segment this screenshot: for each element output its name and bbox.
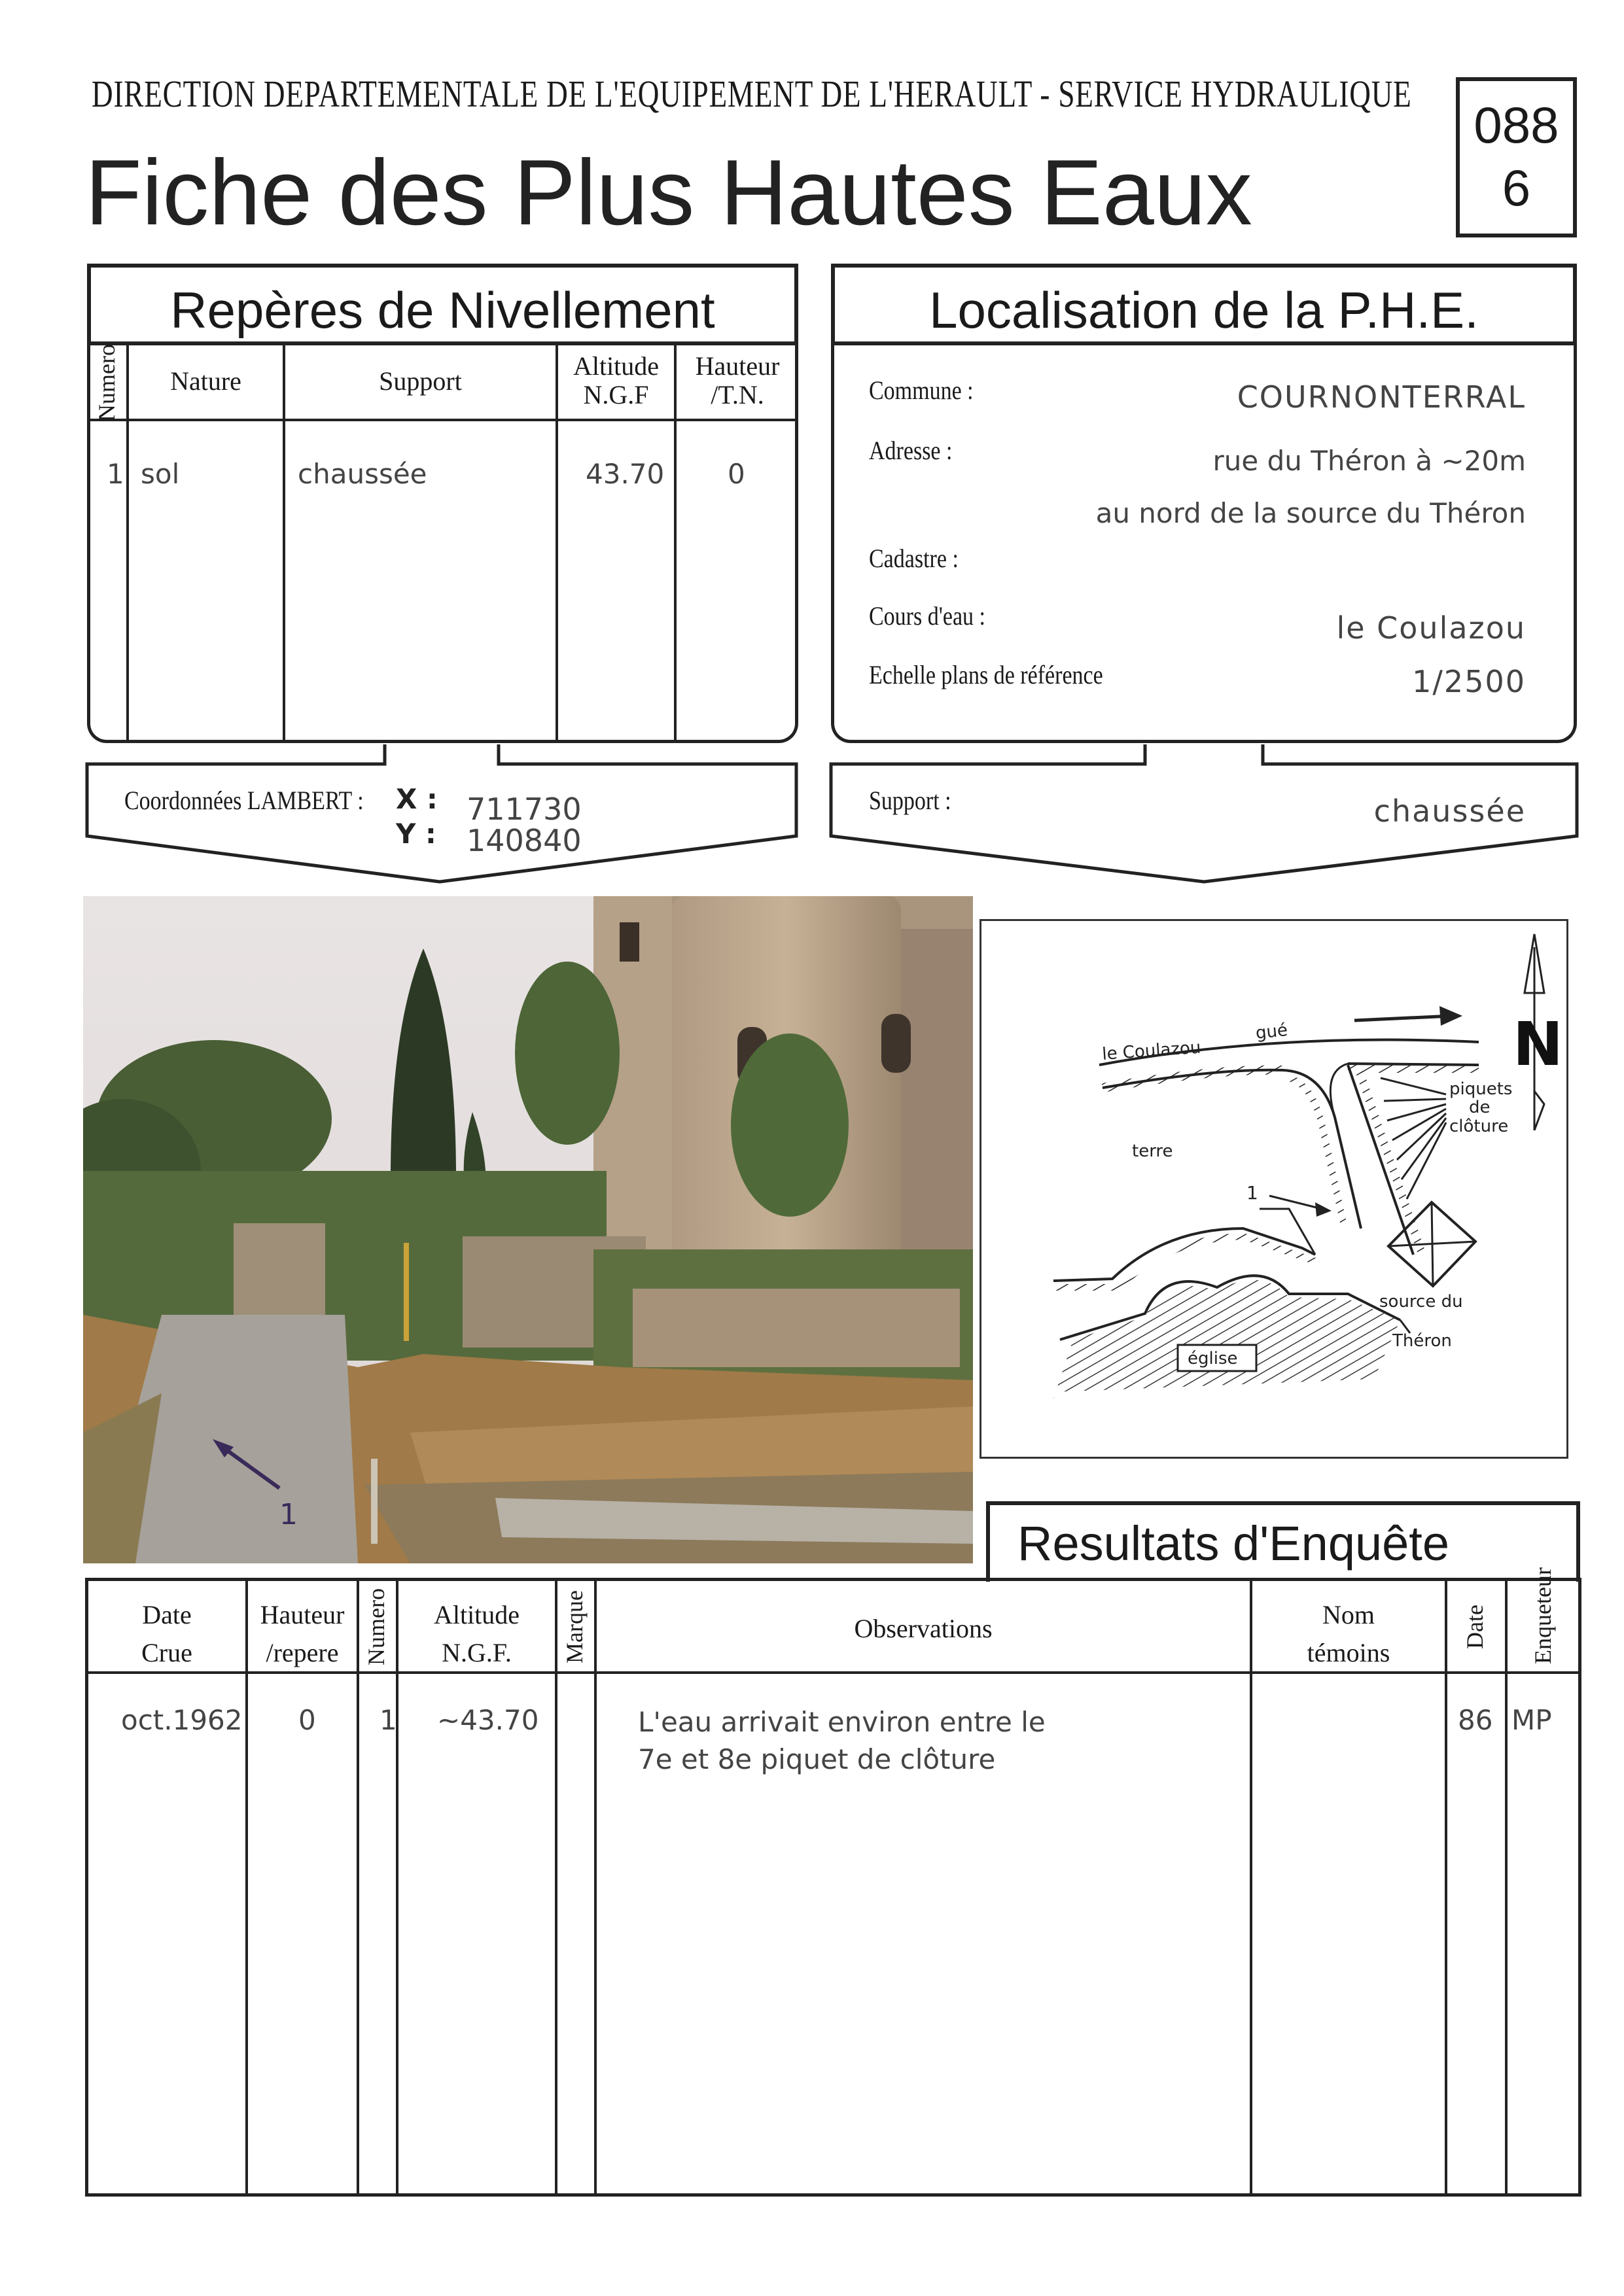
map-gue-label: gué <box>1254 1020 1289 1043</box>
support-value: chaussée <box>1373 793 1526 829</box>
map-piquets-label-2: de <box>1469 1098 1491 1117</box>
cours-eau-label: Cours d'eau : <box>869 601 985 631</box>
cadastre-label: Cadastre : <box>869 544 959 573</box>
site-photo <box>83 896 973 1563</box>
fiche-code-box <box>1456 77 1577 237</box>
reperes-col-hauteur-l1: Hauteur <box>695 351 780 381</box>
reperes-col-divider <box>126 342 129 741</box>
resultats-col-date-crue <box>88 1596 245 1672</box>
reperes-row-nature: sol <box>141 458 180 490</box>
reperes-title: Repères de Nivellement <box>170 281 715 339</box>
adresse-line2: au nord de la source du Théron <box>1095 497 1526 529</box>
map-drawing <box>981 921 1566 1457</box>
resultats-col-nom-temoins <box>1252 1596 1445 1672</box>
reperes-row-support: chaussée <box>298 458 427 490</box>
resultats-col-altitude-l1: Altitude <box>433 1600 520 1629</box>
reperes-row-altitude: 43.70 <box>586 458 665 490</box>
reperes-header-divider <box>87 419 798 421</box>
support-label: Support : <box>869 786 951 815</box>
resultats-row-date-crue: oct.1962 <box>121 1704 243 1736</box>
resultats-col-date-crue-l1: Date <box>142 1600 192 1629</box>
resultats-col-nom-l1: Nom <box>1322 1600 1375 1629</box>
reperes-col-nature: Nature <box>170 366 241 396</box>
reperes-col-altitude-l2: N.G.F <box>583 380 649 409</box>
resultats-col-divider <box>357 1578 359 2197</box>
reperes-col-hauteur-l2: /T.N. <box>711 380 764 409</box>
resultats-col-enqueteur: Enqueteur <box>1530 1567 1556 1664</box>
reperes-title-box <box>87 264 798 345</box>
map-piquets-label-1: piquets <box>1449 1079 1513 1099</box>
lambert-x-value: 711730 <box>467 791 582 827</box>
resultats-col-divider <box>1445 1578 1447 2197</box>
lambert-x-label: X : <box>396 783 438 815</box>
resultats-row-numero: 1 <box>380 1704 397 1736</box>
fiche-code-subnumber: 6 <box>1502 159 1531 217</box>
agency-header: DIRECTION DEPARTEMENTALE DE L'EQUIPEMENT DE L'HERAULT - SERVICE HYDRAULIQUE <box>92 73 1412 115</box>
map-eglise-label: église <box>1188 1349 1238 1368</box>
reperes-col-numero: Numero <box>94 344 120 421</box>
resultats-col-observations: Observations <box>854 1614 993 1643</box>
resultats-row-observations-l2: 7e et 8e piquet de clôture <box>638 1743 996 1775</box>
resultats-row-enqueteur: MP <box>1511 1704 1552 1736</box>
resultats-row-date: 86 <box>1458 1704 1493 1736</box>
adresse-line1: rue du Théron à ~20m <box>1212 445 1526 477</box>
reperes-col-support: Support <box>379 366 462 396</box>
echelle-label: Echelle plans de référence <box>869 660 1103 689</box>
adresse-label: Adresse : <box>869 436 953 465</box>
resultats-col-altitude-l2: N.G.F. <box>442 1638 512 1667</box>
lambert-label: Coordonnées LAMBERT : <box>124 786 364 815</box>
reperes-row-numero: 1 <box>107 458 124 490</box>
localisation-title-box <box>831 264 1577 345</box>
resultats-col-date-crue-l2: Crue <box>141 1638 192 1667</box>
resultats-col-numero: Numero <box>363 1588 389 1665</box>
resultats-row-altitude: ~43.70 <box>437 1704 539 1736</box>
location-map <box>980 919 1568 1459</box>
map-river-label: le Coulazou <box>1101 1037 1202 1064</box>
reperes-row-hauteur: 0 <box>728 458 745 490</box>
map-source-label-1: source du <box>1379 1292 1463 1312</box>
resultats-col-divider <box>594 1578 597 2197</box>
localisation-title: Localisation de la P.H.E. <box>929 281 1479 339</box>
photo-marker-label: 1 <box>279 1498 298 1531</box>
resultats-col-date: Date <box>1462 1605 1488 1649</box>
echelle-value: 1/2500 <box>1412 664 1526 699</box>
fiche-code-number: 088 <box>1474 96 1559 154</box>
reperes-col-altitude <box>558 352 674 409</box>
page-title: Fiche des Plus Hautes Eaux <box>85 141 1252 245</box>
map-point-label: 1 <box>1246 1182 1258 1204</box>
resultats-col-nom-l2: témoins <box>1307 1638 1390 1667</box>
map-piquets-label-3: clôture <box>1449 1117 1509 1136</box>
resultats-col-divider <box>1505 1578 1508 2197</box>
resultats-title: Resultats d'Enquête <box>1017 1516 1450 1571</box>
resultats-col-altitude <box>398 1596 555 1672</box>
resultats-row-observations-l1: L'eau arrivait environ entre le <box>638 1706 1046 1738</box>
resultats-col-hauteur-l1: Hauteur <box>260 1600 345 1629</box>
cours-eau-value: le Coulazou <box>1336 610 1526 646</box>
resultats-col-hauteur-l2: /repere <box>266 1638 339 1667</box>
resultats-col-marque: Marque <box>561 1590 588 1663</box>
resultats-row-hauteur: 0 <box>298 1704 316 1736</box>
lambert-y-label: Y : <box>396 818 436 850</box>
map-north-label: N <box>1513 1009 1563 1079</box>
lambert-y-value: 140840 <box>467 823 582 858</box>
map-terre-label: terre <box>1132 1141 1173 1161</box>
reperes-col-altitude-l1: Altitude <box>573 351 660 381</box>
reperes-col-divider <box>283 342 285 741</box>
reperes-col-hauteur <box>677 352 798 409</box>
commune-label: Commune : <box>869 375 974 405</box>
resultats-col-divider <box>555 1578 557 2197</box>
map-source-label-2: Théron <box>1392 1331 1452 1351</box>
commune-value: COURNONTERRAL <box>1237 379 1526 415</box>
resultats-col-hauteur <box>248 1596 357 1672</box>
